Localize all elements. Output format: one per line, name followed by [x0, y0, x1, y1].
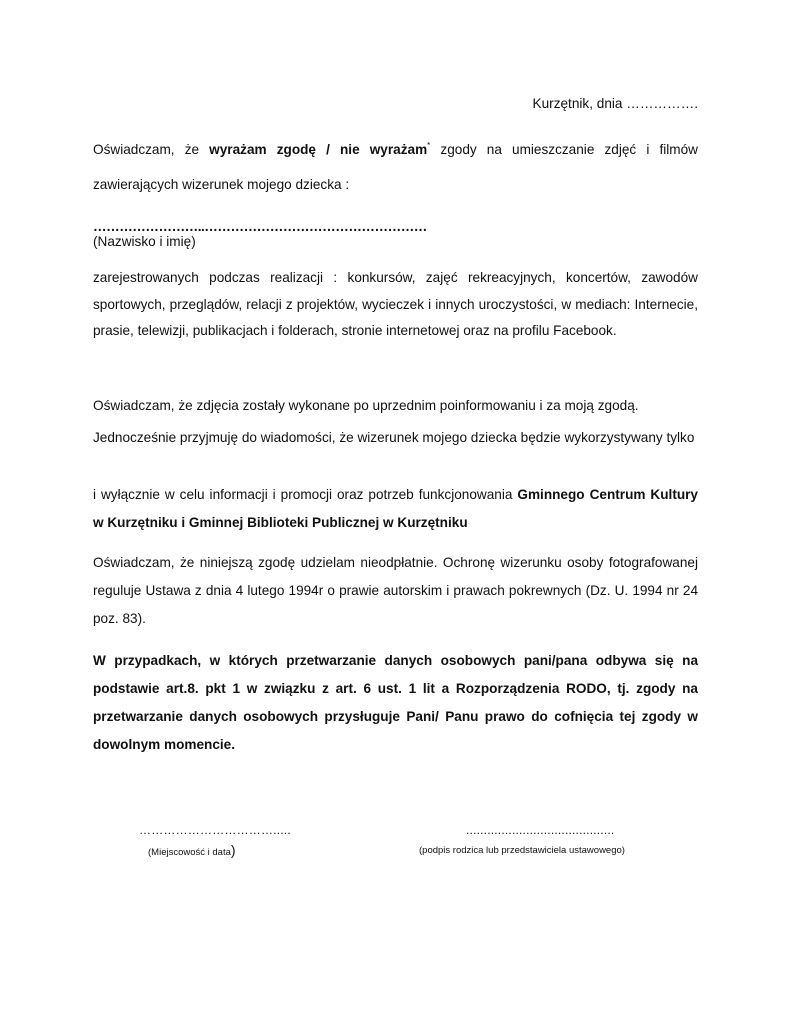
place-date-caption-paren: ): [230, 842, 236, 858]
purpose-paragraph-line2: [93, 481, 698, 537]
free-of-charge-paragraph: Oświadczam, że niniejszą zgodę udzielam nieodpłatnie. Ochronę wizerunku osoby fotografowanej reguluje Ustawa z dnia 4 lutego 1994r o prawie autorskim i prawach pokrewnych (Dz. U. 1994 nr 24 poz. 83).: [93, 555, 698, 626]
place-date-caption: [148, 838, 236, 865]
parent-signature-caption: (podpis rodzica lub przedstawiciela ustawowego): [419, 845, 625, 856]
institution-names: Gminnego Centrum Kultury w Kurzętniku i Gminnej Biblioteki Publicznej w Kurzętniku: [93, 487, 698, 530]
consent-intro: Oświadczam, że: [93, 142, 210, 157]
child-name-field: ……………………..……………………………………………: [93, 219, 427, 234]
consent-informed-paragraph: Oświadczam, że zdjęcia zostały wykonane po uprzednim poinformowaniu i za moją zgodą.: [93, 398, 639, 413]
place-date-caption-text: (Miejscowość i data: [148, 847, 231, 858]
footnote-mark: *: [427, 141, 431, 150]
place-date-line: Kurzętnik, dnia …………….: [532, 96, 698, 111]
consent-statement: [93, 132, 698, 202]
parent-signature-line: ..........................................: [466, 823, 615, 837]
purpose-plain-text: i wyłącznie w celu informacji i promocji oraz potrzeb funkcjonowania: [93, 487, 518, 502]
events-paragraph: zarejestrowanych podczas realizacji : konkursów, zajęć rekreacyjnych, koncertów, zawodów sportowych, przeglądów, relacji z projektów, wycieczek i innych uroczystości, w mediach: Internecie, prasie, telewizji, publikacjach i folderach, stronie internetowej oraz na profilu Facebook.: [93, 270, 698, 338]
consent-choice: wyrażam zgodę / nie wyrażam: [209, 142, 428, 157]
consent-rest: zgody na umieszczanie zdjęć i filmów zawierających wizerunek mojego dziecka :: [93, 142, 698, 192]
rodo-paragraph: W przypadkach, w których przetwarzanie danych osobowych pani/pana odbywa się na podstawie art.8. pkt 1 w związku z art. 6 ust. 1 lit a Rozporządzenia RODO, tj. zgody na przetwarzanie danych osobowych przysługuje Pani/ Panu prawo do cofnięcia tej zgody w dowolnym momencie.: [93, 653, 698, 752]
purpose-paragraph-line1: Jednocześnie przyjmuję do wiadomości, że wizerunek mojego dziecka będzie wykorzystywany tylko: [93, 430, 695, 445]
child-name-caption: (Nazwisko i imię): [93, 234, 196, 249]
place-date-signature-line: …………………………….....: [139, 823, 291, 837]
